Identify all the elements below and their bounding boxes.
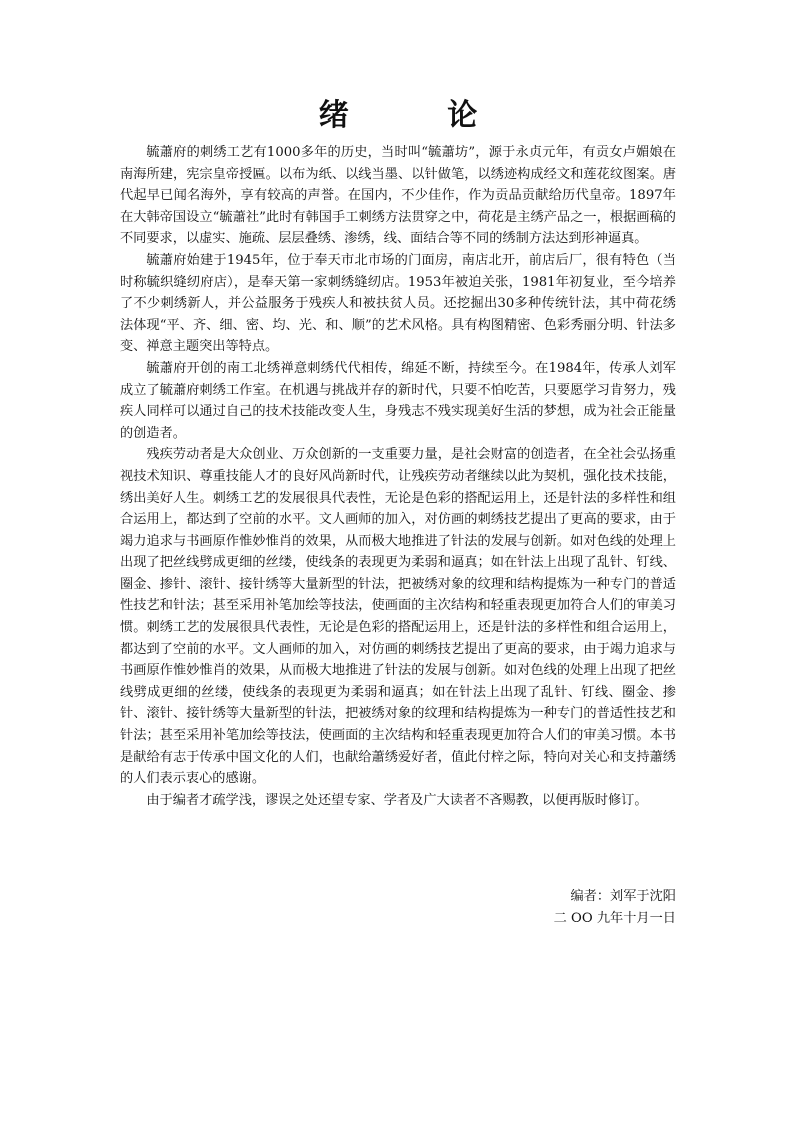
page-title: 绪 论 — [318, 98, 522, 133]
paragraph-studio: 毓蕭府开创的南工北绣禅意刺绣代代相传，绵延不断，持续至今。在1984年，传承人刘军成立了毓蕭府刺绣工作室。在机遇与挑战并存的新时代，只要不怕吃苦，只要愿学习肯努力，残疾人同样可以通过自己的技术技能改变人生，身残志不残实现美好生活的梦想，成为社会正能量的创造者。 — [120, 360, 676, 441]
paragraph-craft: 残疾劳动者是大众创业、万众创新的一支重要力量，是社会财富的创造者，在全社会弘扬重视技术知识、尊重技能人才的良好风尚新时代，让残疾劳动者继续以此为契机，强化技术技能，绣出美好人生。刺绣工艺的发展很具代表性，无论是色彩的搭配运用上，还是针法的多样性和组合运用上，都达到了空前的水平。文人画师的加入，对仿画的刺绣技艺提出了更高的要求，由于竭力追求与书画原作惟妙惟肖的效果，从而极大地推进了针法的发展与创新。如对色线的处理上出现了把丝线劈成更细的丝缕，使线条的表现更为柔弱和逼真；如在针法上出现了乱针、钉线、圈金、掺针、滚针、接针绣等大量新型的针法，把被绣对象的纹理和结构提炼为一种专门的普适性技艺和针法；甚至采用补笔加绘等技法，使画面的主次结构和轻重表现更加符合人们的审美习惯。刺绣工艺的发展很具代表性，无论是色彩的搭配运用上，还是针法的多样性和组合运用上，都达到了空前的水平。文人画师的加入，对仿画的刺绣技艺提出了更高的要求，由于竭力追求与书画原作惟妙惟肖的效果，从而极大地推进了针法的发展与创新。如对色线的处理上出现了把丝线劈成更细的丝缕，使线条的表现更为柔弱和逼真；如在针法上出现了乱针、钉线、圈金、掺针、滚针、接针绣等大量新型的针法，把被绣对象的纹理和结构提炼为一种专门的普适性技艺和针法；甚至采用补笔加绘等技法，使画面的主次结构和轻重表现更加符合人们的审美习惯。本书是献给有志于传承中国文化的人们，也献给蕭绣爱好者，值此付梓之际，特向对关心和支持蕭绣的人们表示衷心的感谢。 — [120, 447, 676, 787]
signature-date: 二 OO 九年十月一日 — [553, 911, 676, 926]
paragraph-founding: 毓蕭府始建于1945年，位于奉天市北市场的门面房，南店北开，前店后厂，很有特色（当时称毓织缝纫府店），是奉天第一家刺绣缝纫店。1953年被迫关张，1981年初复业，至今培养了不少刺绣新人，并公益服务于残疾人和被扶贫人员。还挖掘出30多种传统针法，其中荷花绣法体现“平、齐、细、密、均、光、和、顺”的艺术风格。具有构图精密、色彩秀丽分明、针法多变、禅意主题突出等特点。 — [120, 252, 676, 355]
paragraph-history: 毓蕭府的刺绣工艺有1000多年的历史，当时叫“毓蕭坊”，源于永贞元年，有贡女卢媚娘在南海所建，宪宗皇帝授匾。以布为纸、以线当墨、以针做笔，以绣迹构成经文和莲花纹图案。唐代起早已闻名海外，享有较高的声誉。在国内，不少佳作，作为贡品贡献给历代皇帝。1897年在大韩帝国设立“毓蕭社”此时有韩国手工刺绣方法贯穿之中，荷花是主绣产品之一，根据画稿的不同要求，以虚实、施疏、层层叠绣、渗绣，线、面结合等不同的绣制方法达到形神逼真。 — [120, 145, 676, 247]
paragraph-apology: 由于编者才疏学浅，谬误之处还望专家、学者及广大读者不吝赐教，以便再版时修订。 — [146, 792, 648, 808]
editor-signature: 编者：刘军于沈阳 — [570, 889, 676, 904]
preface-page — [120, 96, 676, 926]
